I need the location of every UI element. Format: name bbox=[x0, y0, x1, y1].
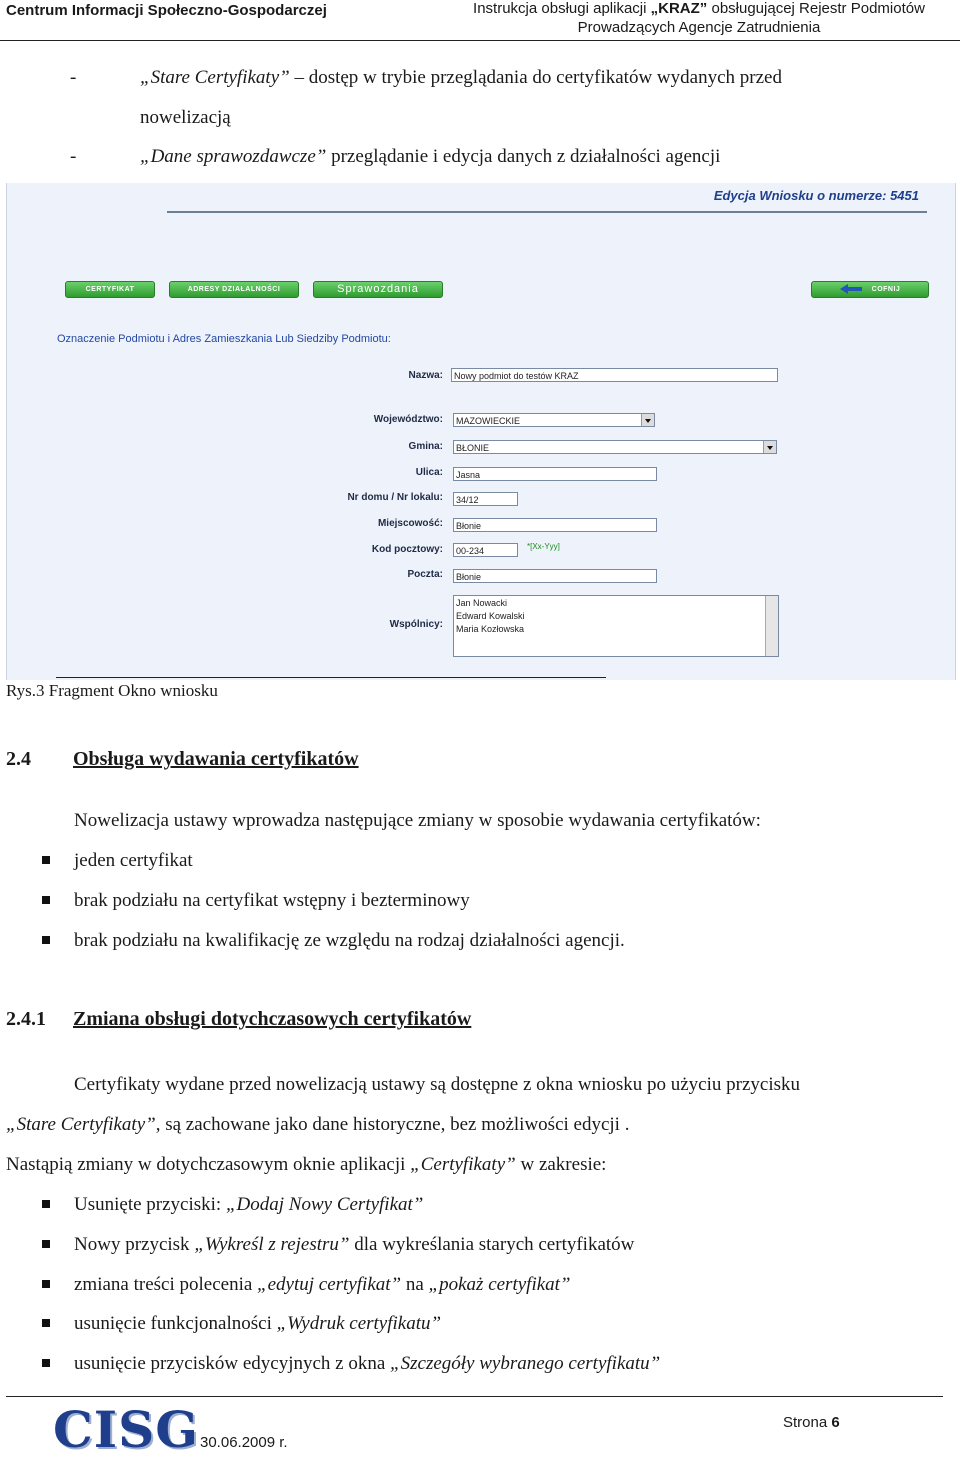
intro-item-term: „Dane sprawozdawcze” bbox=[140, 146, 327, 167]
bullet-square-icon bbox=[42, 936, 50, 944]
chevron-down-icon[interactable] bbox=[641, 414, 654, 426]
list-item[interactable]: Maria Kozłowska bbox=[456, 624, 525, 634]
page-number: 6 bbox=[831, 1414, 840, 1431]
bullet-text: brak podziału na certyfikat wstępny i bezterminowy bbox=[74, 890, 470, 911]
sprawozdania-button[interactable]: Sprawozdania bbox=[313, 281, 443, 298]
caption-rule bbox=[56, 677, 606, 678]
paragraph-text: Nastąpią zmiany w dotychczasowym oknie aplikacji bbox=[6, 1154, 411, 1175]
gmina-label: Gmina: bbox=[408, 441, 443, 452]
wspolnicy-label: Wspólnicy: bbox=[389, 619, 443, 630]
header-organization: Centrum Informacji Społeczno-Gospodarczej bbox=[6, 2, 327, 19]
section-number: 2.4 bbox=[6, 748, 31, 770]
arrow-left-icon bbox=[840, 284, 848, 294]
poczta-label: Poczta: bbox=[407, 569, 443, 580]
wojewodztwo-label: Województwo: bbox=[373, 414, 443, 425]
bullet-text: zmiana treści polecenia bbox=[74, 1274, 258, 1295]
kod-pocztowy-field[interactable]: 00-234 bbox=[453, 543, 518, 557]
paragraph-text: , są zachowane jako dane historyczne, bez możliwości edycji . bbox=[155, 1114, 630, 1135]
bullet-text: Nowy przycisk bbox=[74, 1234, 195, 1255]
adresy-dzialalnosci-button[interactable]: ADRESY DZIAŁALNOŚCI bbox=[169, 281, 299, 298]
bullet-term: „pokaż certyfikat” bbox=[428, 1274, 571, 1295]
button-name-text: „Stare Certyfikaty” bbox=[6, 1114, 156, 1135]
screenshot-title-bar bbox=[167, 183, 927, 213]
miejscowosc-field[interactable]: Błonie bbox=[453, 518, 657, 532]
bullet-text: jeden certyfikat bbox=[74, 850, 193, 871]
bullet-term: „Wydruk certyfikatu” bbox=[276, 1313, 442, 1334]
cofnij-button[interactable] bbox=[811, 281, 929, 298]
bullet-square-icon bbox=[42, 1200, 50, 1208]
section-number: 2.4.1 bbox=[6, 1008, 46, 1030]
header-title-part: Instrukcja obsługi aplikacji bbox=[473, 0, 651, 17]
cisg-logo: CISG bbox=[53, 1400, 199, 1459]
window-name-text: „Certyfikaty” bbox=[410, 1154, 516, 1175]
nr-domu-label: Nr domu / Nr lokalu: bbox=[347, 492, 443, 503]
intro-item-text: nowelizacją bbox=[140, 107, 231, 128]
bullet-term: „Szczegóły wybranego certyfikatu” bbox=[390, 1353, 661, 1374]
bullet-term: „Dodaj Nowy Certyfikat” bbox=[225, 1194, 424, 1215]
certyfikat-button[interactable]: CERTYFIKAT bbox=[65, 281, 155, 298]
list-item[interactable]: Edward Kowalski bbox=[456, 611, 525, 621]
list-item bbox=[0, 930, 900, 954]
poczta-field[interactable]: Błonie bbox=[453, 569, 657, 583]
figure-caption: Rys.3 Fragment Okno wniosku bbox=[6, 681, 218, 700]
nazwa-field[interactable]: Nowy podmiot do testów KRAZ bbox=[451, 368, 778, 382]
section-2-4-1-paragraph-line bbox=[6, 1114, 629, 1136]
bullet-term: „edytuj certyfikat” bbox=[257, 1274, 402, 1295]
dash-marker: - bbox=[70, 146, 77, 167]
bullet-square-icon bbox=[42, 856, 50, 864]
section-heading-2-4-1 bbox=[6, 1008, 471, 1031]
nr-domu-field[interactable]: 34/12 bbox=[453, 492, 518, 506]
footer-date: 30.06.2009 r. bbox=[200, 1434, 288, 1451]
ulica-label: Ulica: bbox=[415, 467, 443, 478]
screenshot-title: Edycja Wniosku o numerze: 5451 bbox=[713, 188, 919, 203]
bullet-square-icon bbox=[42, 1240, 50, 1248]
bullet-square-icon bbox=[42, 1359, 50, 1367]
cofnij-label: COFNIJ bbox=[871, 286, 901, 293]
bullet-term: „Wykreśl z rejestru” bbox=[194, 1234, 350, 1255]
gmina-select[interactable] bbox=[453, 440, 777, 454]
bullet-square-icon bbox=[42, 1280, 50, 1288]
header-title-line2: Prowadzących Agencje Zatrudnienia bbox=[577, 19, 821, 36]
kod-pocztowy-label: Kod pocztowy: bbox=[371, 544, 443, 555]
wojewodztwo-select[interactable] bbox=[453, 413, 655, 427]
dash-marker: - bbox=[70, 67, 77, 88]
paragraph-text: w zakresie: bbox=[515, 1154, 607, 1175]
bullet-text: brak podziału na kwalifikację ze względu na rodzaj działalności agencji. bbox=[74, 930, 625, 951]
intro-item-term: „Stare Certyfikaty” bbox=[140, 67, 290, 88]
footer-rule bbox=[6, 1396, 943, 1397]
page-label: Strona bbox=[783, 1414, 832, 1431]
wojewodztwo-value: MAZOWIECKIE bbox=[456, 416, 521, 426]
list-item bbox=[0, 1353, 900, 1377]
application-screenshot bbox=[6, 183, 956, 680]
list-item bbox=[0, 850, 900, 874]
footer-page-number bbox=[783, 1414, 840, 1431]
bullet-text: usunięcie przycisków edycyjnych z okna bbox=[74, 1353, 391, 1374]
intro-item-text: – dostęp w trybie przeglądania do certyfikatów wydanych przed bbox=[289, 67, 782, 88]
ulica-field[interactable]: Jasna bbox=[453, 467, 657, 481]
list-item bbox=[0, 890, 900, 914]
section-2-4-1-paragraph-line: Certyfikaty wydane przed nowelizacją ustawy są dostępne z okna wniosku po użyciu przycisku bbox=[74, 1074, 800, 1095]
bullet-text: Usunięte przyciski: bbox=[74, 1194, 226, 1215]
list-scrollbar[interactable] bbox=[765, 596, 778, 656]
bullet-text: usunięcie funkcjonalności bbox=[74, 1313, 277, 1334]
kod-pocztowy-hint: *[Xx-Yyy] bbox=[527, 542, 560, 551]
bullet-text: na bbox=[401, 1274, 429, 1295]
header-document-title bbox=[452, 0, 946, 37]
page-header bbox=[0, 0, 960, 41]
section-title: Zmiana obsługi dotychczasowych certyfikatów bbox=[73, 1008, 472, 1030]
form-section-title: Oznaczenie Podmiotu i Adres Zamieszkania Lub Siedziby Podmiotu: bbox=[57, 333, 391, 345]
section-title: Obsługa wydawania certyfikatów bbox=[73, 748, 359, 770]
bullet-text: dla wykreślania starych certyfikatów bbox=[349, 1234, 635, 1255]
section-2-4-1-paragraph-2 bbox=[6, 1154, 606, 1176]
bullet-square-icon bbox=[42, 896, 50, 904]
list-item bbox=[0, 1274, 900, 1298]
bullet-square-icon bbox=[42, 1319, 50, 1327]
miejscowosc-label: Miejscowość: bbox=[377, 518, 443, 529]
gmina-value: BŁONIE bbox=[456, 443, 490, 453]
list-item bbox=[0, 1234, 900, 1258]
header-title-part: obsługującej Rejestr Podmiotów bbox=[707, 0, 925, 17]
list-item bbox=[0, 1313, 900, 1337]
chevron-down-icon[interactable] bbox=[763, 441, 776, 453]
header-title-app: „KRAZ” bbox=[650, 0, 708, 17]
section-2-4-intro: Nowelizacja ustawy wprowadza następujące zmiany w sposobie wydawania certyfikatów: bbox=[74, 810, 761, 831]
nazwa-label: Nazwa: bbox=[408, 370, 443, 381]
wspolnicy-list[interactable] bbox=[453, 595, 779, 657]
intro-item-text: przeglądanie i edycja danych z działalności agencji bbox=[326, 146, 721, 167]
arrow-shaft-icon bbox=[848, 287, 862, 291]
list-item bbox=[0, 1194, 900, 1218]
list-item[interactable]: Jan Nowacki bbox=[456, 598, 508, 608]
section-heading-2-4 bbox=[6, 748, 359, 771]
